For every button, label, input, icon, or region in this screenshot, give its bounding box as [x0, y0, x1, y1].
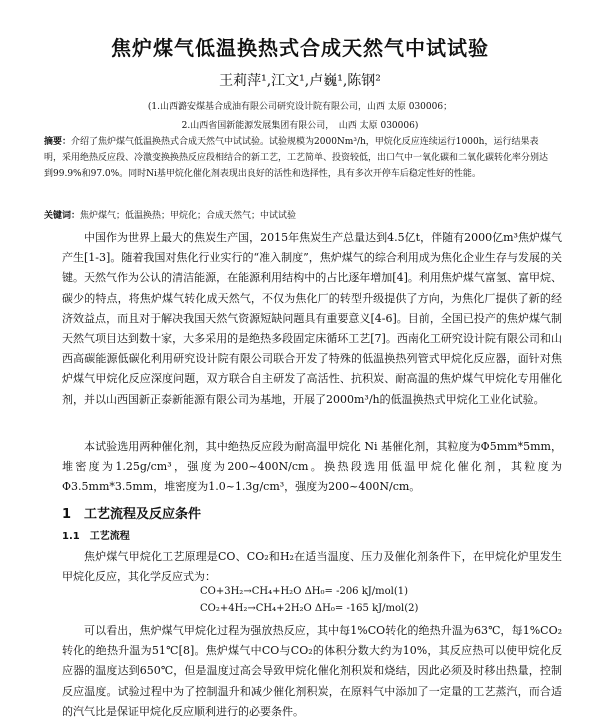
- intro-paragraph: 中国作为世界上最大的焦炭生产国，2015年焦炭生产总量达到4.5亿t，伴随有2000亿m³焦炉煤气产生[1-3]。随着我国对焦化行业实行的“准入制度”，焦炉煤气的综合利用成为焦化企业生存与发展的关键。天然气作为公认的清洁能源，在能源利用结构中的占比逐年增加[4]。利用焦炉煤气富氢、富甲烷、碳少的特点，将焦炉煤气转化成天然气，不仅为焦化厂的转型升级提供了方向，为焦化厂提供了新的经济效益点，而且对于解决我国天然气资源短缺问题具有重要意义[4-6]。目前，全国已投产的焦炉煤气制天然气项目达到数十家，大多采用的是绝热多段固定床循环工艺[7]。西南化工研究设计院有限公司和山西高碳能源低碳化利用研究设计院有限公司联合开发了特殊的低温换热列管式甲烷化反应器，面针对焦炉煤气甲烷化反应深度问题，双方联合自主研发了高活性、抗积炭、耐高温的焦炉煤气甲烷化专用催化剂，并以山西国新正泰新能源有限公司为基地，开展了2000m³/h的低温换热式甲烷化工业化试验。: [62, 231, 562, 406]
- process-paragraph: 焦炉煤气甲烷化工艺原理是CO、CO₂和H₂在适当温度、压力及催化剂条件下，在甲烷化炉里发生甲烷化反应，其化学反应式为：: [62, 550, 562, 584]
- abstract: [44, 134, 556, 182]
- paper-title: 焦炉煤气低温换热式合成天然气中试试验: [111, 36, 489, 60]
- affiliation-2: 2.山西省国新能源发展集团有限公司， 山西 太原 030006): [181, 121, 419, 131]
- affiliation-1: (1.山西潞安煤基合成油有限公司研究设计院有限公司，山西 太原 030006；: [147, 102, 453, 112]
- author-list: 王莉萍¹,江文¹,卢巍¹,陈钢²: [219, 73, 381, 89]
- equation-1: CO+3H₂→CH₄+H₂O ΔH₀= -206 kJ/mol(1): [200, 586, 409, 597]
- keywords: [44, 208, 296, 221]
- keywords-label: 关键词：: [44, 211, 81, 221]
- section-heading-1: 1 工艺流程及反应条件: [62, 507, 202, 522]
- keywords-text: 焦炉煤气；低温换热；甲烷化；合成天然气；中试试验: [80, 211, 297, 221]
- abstract-text: 介绍了焦炉煤气低温换热式合成天然气中试试验。试验规模为2000Nm³/h，甲烷化反应连续运行1000h，运行结果表明，采用绝热反应段、冷激变换换热反应段相结合的新工艺，工艺简单、投资较低，出口气中一氧化碳和二氧化碳转化率分别达到99.9%和97.0%。同时Ni基甲烷化催化剂表现出良好的活性和选择性，具有多次开停车后稳定性好的性能。: [44, 137, 549, 179]
- subsection-heading-1-1: 1.1 工艺流程: [62, 531, 130, 542]
- catalyst-paragraph: 本试验选用两种催化剂，其中绝热反应段为耐高温甲烷化 Ni 基催化剂，其粒度为Φ5mm*5mm，堆密度为1.25g/cm³，强度为200~400N/cm。换热段选用低温甲烷化催化剂，其粒度为Φ3.5mm*3.5mm，堆密度为1.0~1.3g/cm³，强度为200~400N/cm。: [62, 440, 562, 494]
- analysis-paragraph: 可以看出，焦炉煤气甲烷化过程为强放热反应，其中每1%CO转化的绝热升温为63℃，每1%CO₂转化的绝热升温为51℃[8]。焦炉煤气中CO与CO₂的体积分数大约为10%，其反应热可以使甲烷化反应器的温度达到650℃，但是温度过高会导致甲烷化催化剂积炭和烧结，因此必须及时移出热量，控制反应温度。试验过程中为了控制温升和减少催化剂积炭，在原料气中添加了一定量的工艺蒸汽，而合适的汽气比是保证甲烷化反应顺利进行的必要条件。: [62, 624, 562, 718]
- equation-2: CO₂+4H₂→CH₄+2H₂O ΔH₀= -165 kJ/mol(2): [200, 603, 419, 614]
- abstract-label: 摘要：: [44, 137, 72, 147]
